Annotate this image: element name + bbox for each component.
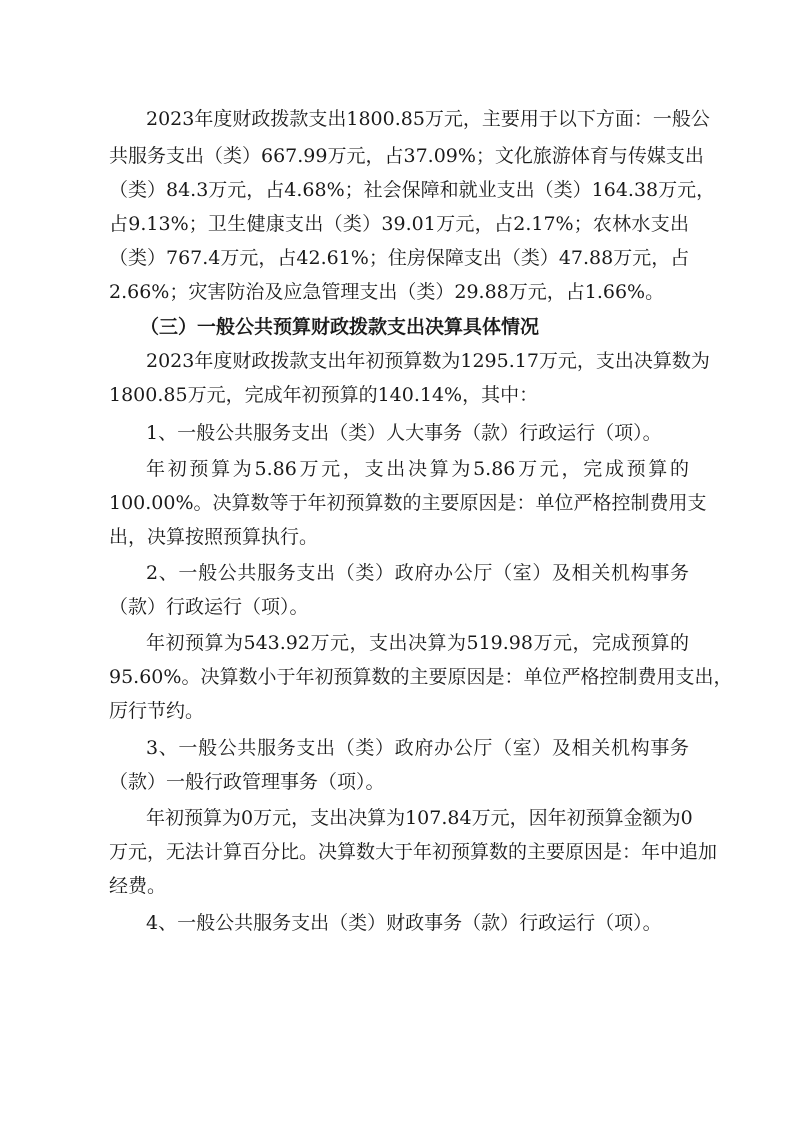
text-line: 年初预算为0万元，支出决算为107.84万元，因年初预算金额为0 xyxy=(146,807,693,829)
item-title xyxy=(0,906,793,940)
paragraph-line xyxy=(0,139,793,173)
text-line: 2023年度财政拨款支出1800.85万元，主要用于以下方面：一般公 xyxy=(146,108,710,130)
paragraph-line xyxy=(0,275,793,309)
item-title xyxy=(0,556,793,590)
item-title xyxy=(0,590,793,624)
paragraph-line xyxy=(0,520,793,554)
item-title-text: 3、一般公共服务支出（类）政府办公厅（室）及相关机构事务 xyxy=(146,737,689,759)
text-line: 2.66%；灾害防治及应急管理支出（类）29.88万元，占1.66%。 xyxy=(109,281,665,303)
section-heading-text: （三）一般公共预算财政拨款支出决算具体情况 xyxy=(140,316,540,338)
item-title xyxy=(0,765,793,799)
text-line: 95.60%。决算数小于年初预算数的主要原因是：单位严格控制费用支出， xyxy=(109,666,733,688)
section-heading xyxy=(0,310,793,344)
text-line: 1800.85万元，完成年初预算的140.14%，其中： xyxy=(109,384,539,406)
text-line: （类）767.4万元，占42.61%；住房保障支出（类）47.88万元，占 xyxy=(109,247,690,269)
paragraph-line xyxy=(0,835,793,869)
paragraph-line xyxy=(0,801,793,835)
paragraph-line xyxy=(0,378,793,412)
text-line: 万元，无法计算百分比。决算数大于年初预算数的主要原因是：年中追加 xyxy=(109,841,718,863)
paragraph-line xyxy=(0,660,793,694)
paragraph-line xyxy=(0,241,793,275)
item-title-text: （款）一般行政管理事务（项）。 xyxy=(109,771,385,793)
paragraph-line xyxy=(0,207,793,241)
text-line: 厉行节约。 xyxy=(109,700,205,722)
paragraph-line xyxy=(0,869,793,903)
paragraph-line xyxy=(0,486,793,520)
paragraph-line xyxy=(0,173,793,207)
text-line: 共服务支出（类）667.99万元，占37.09%；文化旅游体育与传媒支出 xyxy=(109,145,704,167)
paragraph-line xyxy=(0,452,793,486)
item-title xyxy=(0,731,793,765)
text-line: 年初预算为543.92万元，支出决算为519.98万元，完成预算的 xyxy=(146,632,689,654)
text-line: 年初预算为5.86万元，支出决算为5.86万元，完成预算的 xyxy=(146,458,689,480)
item-title-text: 4、一般公共服务支出（类）财政事务（款）行政运行（项）。 xyxy=(146,912,662,934)
text-line: （类）84.3万元，占4.68%；社会保障和就业支出（类）164.38万元， xyxy=(109,179,716,201)
item-title xyxy=(0,416,793,450)
text-line: 经费。 xyxy=(109,875,167,897)
paragraph-line xyxy=(0,626,793,660)
text-line: 2023年度财政拨款支出年初预算数为1295.17万元，支出决算数为 xyxy=(146,350,710,372)
text-line: 100.00%。决算数等于年初预算数的主要原因是：单位严格控制费用支 xyxy=(109,492,707,514)
text-line: 出，决算按照预算执行。 xyxy=(109,526,319,548)
item-title-text: 2、一般公共服务支出（类）政府办公厅（室）及相关机构事务 xyxy=(146,562,689,584)
item-title-text: 1、一般公共服务支出（类）人大事务（款）行政运行（项）。 xyxy=(146,422,662,444)
text-line: 占9.13%；卫生健康支出（类）39.01万元，占2.17%；农林水支出 xyxy=(109,213,689,235)
item-title-text: （款）行政运行（项）。 xyxy=(109,596,309,618)
paragraph-line xyxy=(0,344,793,378)
paragraph-line xyxy=(0,102,793,136)
paragraph-line xyxy=(0,694,793,728)
